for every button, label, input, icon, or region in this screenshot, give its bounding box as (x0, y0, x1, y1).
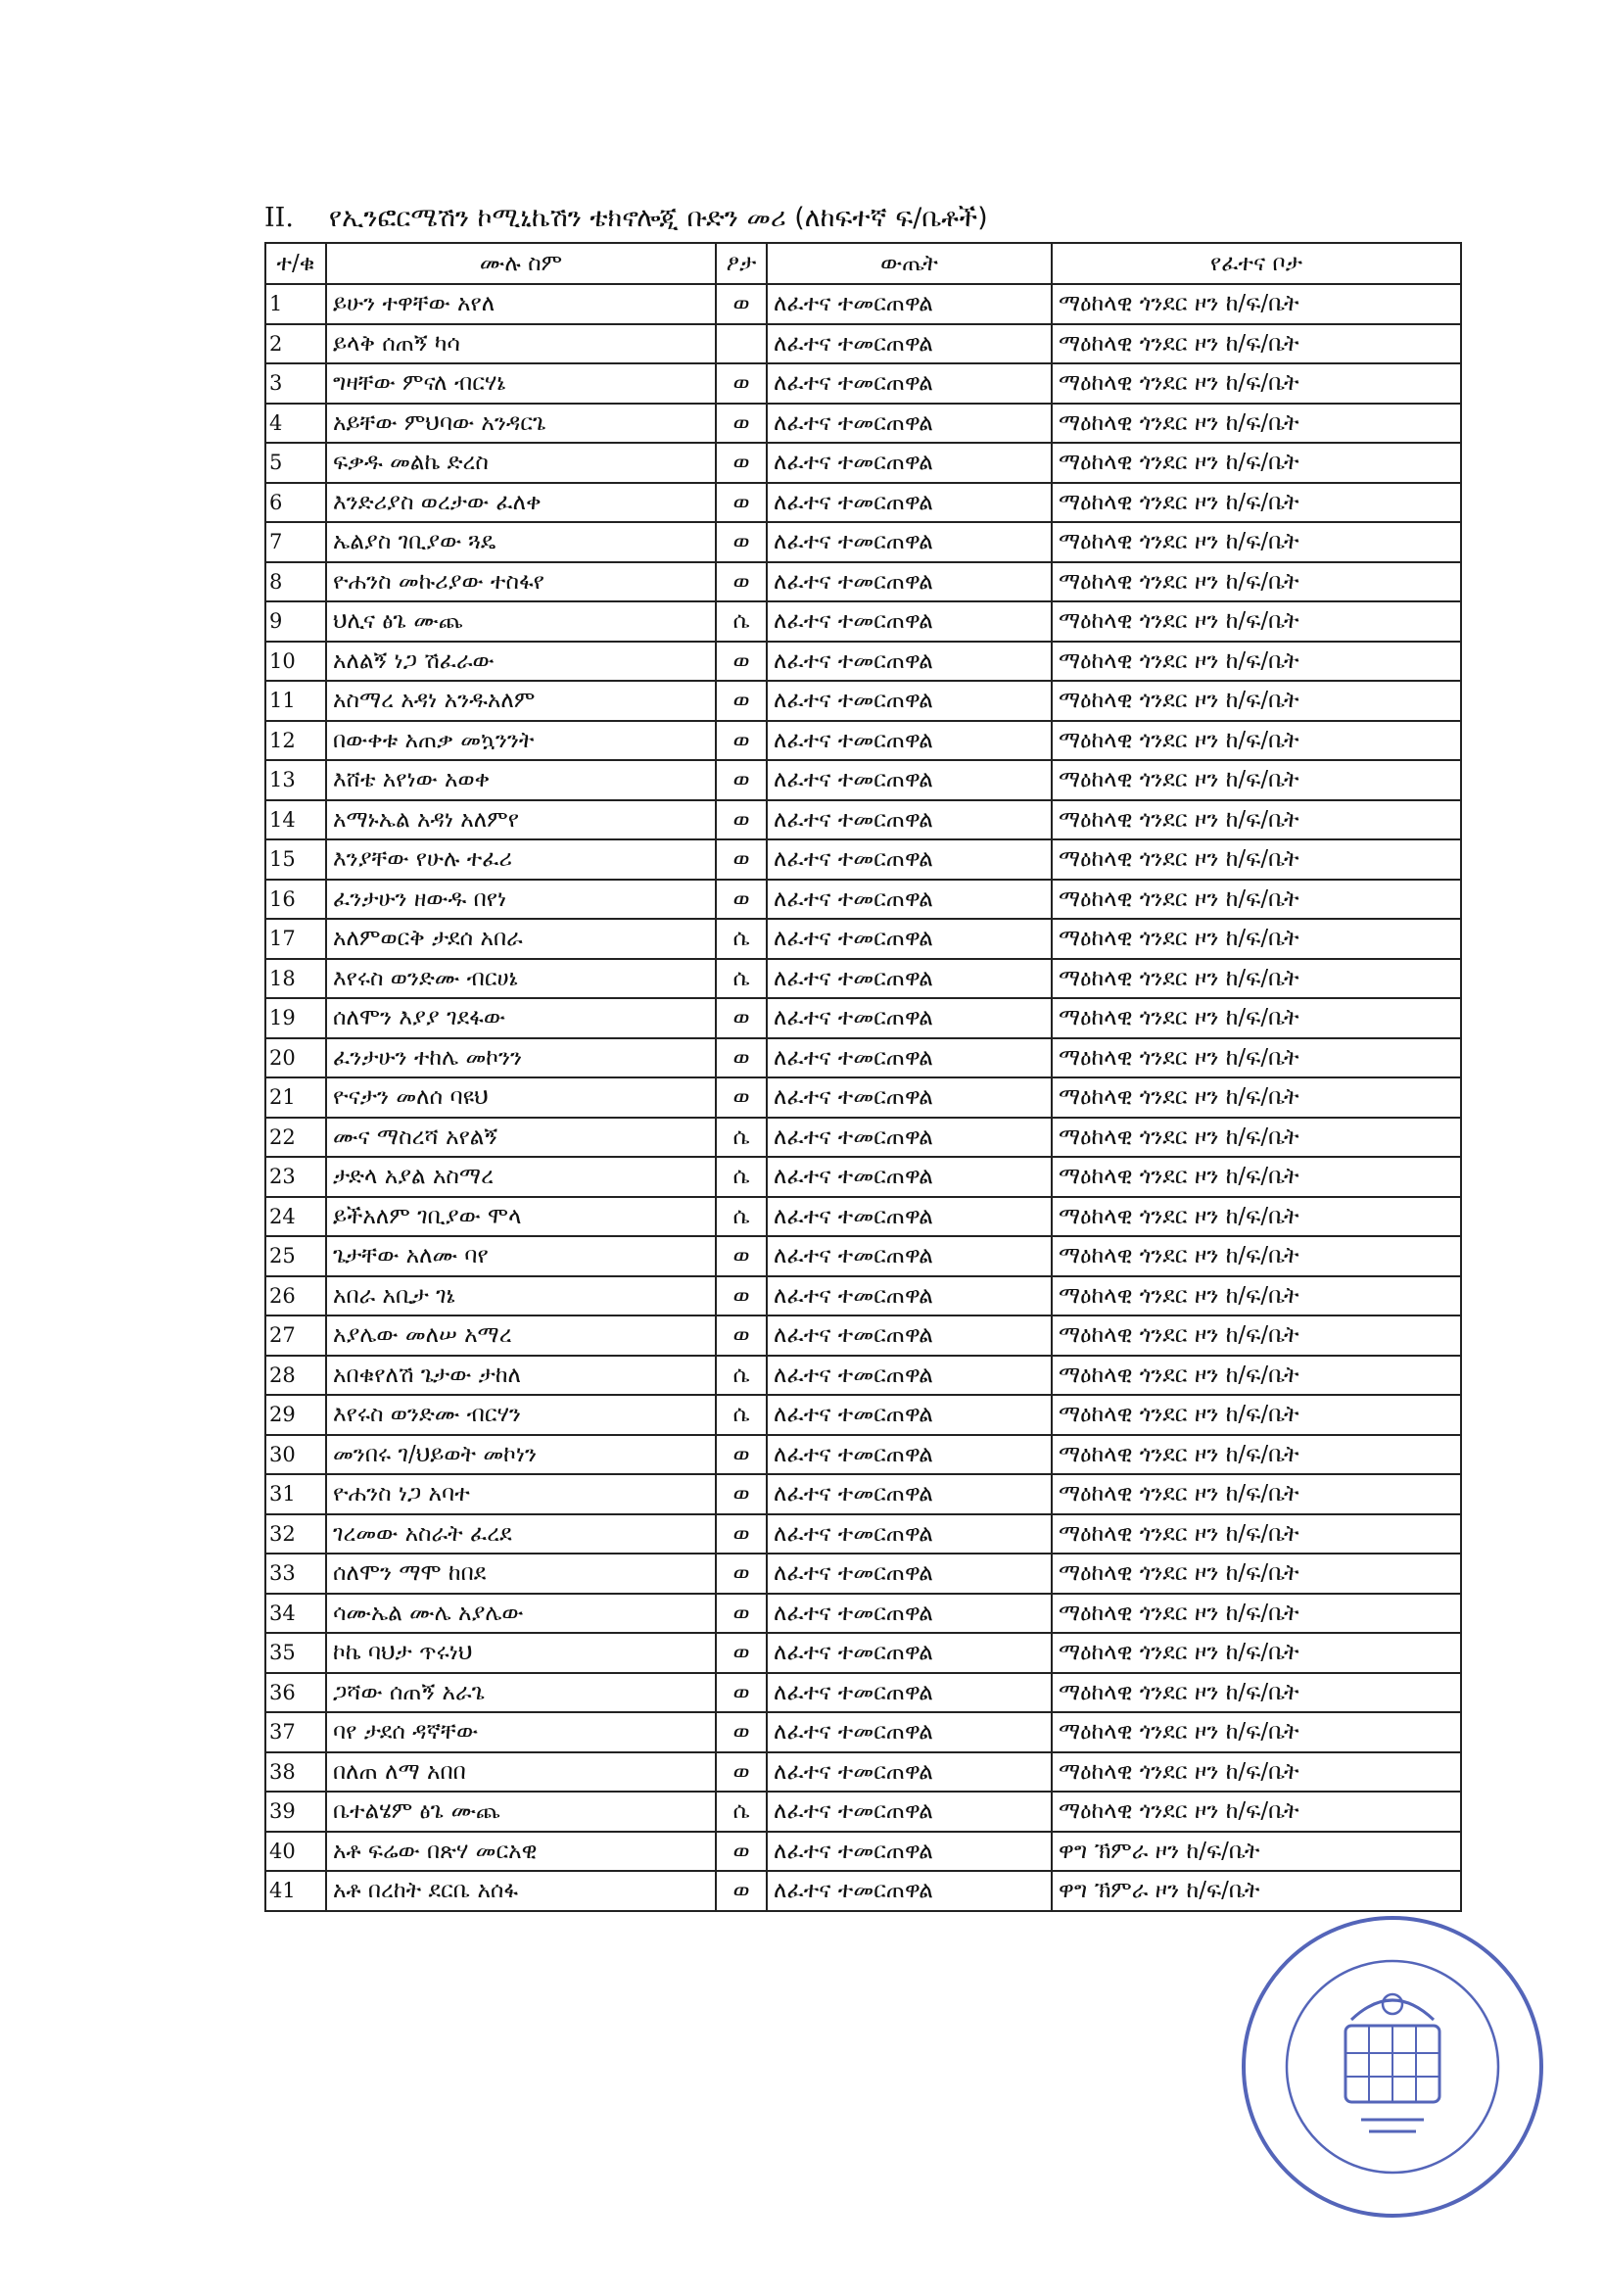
table-row (265, 363, 1461, 404)
row-sex: ወ (716, 1594, 767, 1634)
row-result: ለፈተና ተመርጠዋል (767, 760, 1052, 800)
row-full-name: ኤልያስ ገቢያው ጓዴ (326, 522, 716, 562)
row-result: ለፈተና ተመርጠዋል (767, 1395, 1052, 1435)
table-row (265, 959, 1461, 999)
table-row (265, 760, 1461, 800)
row-full-name: ፈንታሁን ዘውዱ በየነ (326, 880, 716, 920)
section-number: II. (264, 203, 294, 233)
row-exam-place: ማዕከላዊ ጎንደር ዞን ከ/ፍ/ቤት (1052, 1157, 1461, 1197)
row-sex: ወ (716, 1712, 767, 1752)
row-number: 12 (265, 721, 326, 761)
table-row (265, 1395, 1461, 1435)
table-row (265, 522, 1461, 562)
row-exam-place: ማዕከላዊ ጎንደር ዞን ከ/ፍ/ቤት (1052, 1356, 1461, 1396)
table-row (265, 284, 1461, 324)
header-exam-place: የፈተና ቦታ (1052, 243, 1461, 284)
row-exam-place: ማዕከላዊ ጎንደር ዞን ከ/ፍ/ቤት (1052, 1792, 1461, 1832)
row-number: 17 (265, 919, 326, 959)
row-exam-place: ማዕከላዊ ጎንደር ዞን ከ/ፍ/ቤት (1052, 1633, 1461, 1673)
table-row (265, 1554, 1461, 1594)
row-full-name: አስማረ አዳነ አንዱአለም (326, 681, 716, 721)
row-full-name: ዮናታን መለሰ ባዩህ (326, 1077, 716, 1118)
row-full-name: አማኑኤል አዳነ አለምየ (326, 800, 716, 840)
table-row (265, 681, 1461, 721)
row-number: 21 (265, 1077, 326, 1118)
row-result: ለፈተና ተመርጠዋል (767, 959, 1052, 999)
row-sex: ሴ (716, 919, 767, 959)
table-row (265, 1356, 1461, 1396)
table-row (265, 1633, 1461, 1673)
table-row (265, 1315, 1461, 1356)
table-row (265, 1038, 1461, 1078)
row-full-name: ህሊና ፅጌ ሙጨ (326, 601, 716, 642)
row-exam-place: ማዕከላዊ ጎንደር ዞን ከ/ፍ/ቤት (1052, 1514, 1461, 1555)
row-exam-place: ማዕከላዊ ጎንደር ዞን ከ/ፍ/ቤት (1052, 800, 1461, 840)
header-result: ውጤት (767, 243, 1052, 284)
row-number: 2 (265, 324, 326, 364)
row-exam-place: ማዕከላዊ ጎንደር ዞን ከ/ፍ/ቤት (1052, 404, 1461, 444)
row-result: ለፈተና ተመርጠዋል (767, 284, 1052, 324)
row-sex: ሴ (716, 1792, 767, 1832)
row-exam-place: ማዕከላዊ ጎንደር ዞን ከ/ፍ/ቤት (1052, 760, 1461, 800)
row-number: 40 (265, 1832, 326, 1872)
row-sex: ሴ (716, 1118, 767, 1158)
row-exam-place: ማዕከላዊ ጎንደር ዞን ከ/ፍ/ቤት (1052, 880, 1461, 920)
row-result: ለፈተና ተመርጠዋል (767, 1594, 1052, 1634)
row-number: 19 (265, 998, 326, 1038)
row-full-name: በውቀቱ አጠቃ መኳንንት (326, 721, 716, 761)
row-number: 32 (265, 1514, 326, 1555)
row-result: ለፈተና ተመርጠዋል (767, 1077, 1052, 1118)
row-result: ለፈተና ተመርጠዋል (767, 1514, 1052, 1555)
row-full-name: እየሩስ ወንድሙ ብርሃን (326, 1395, 716, 1435)
row-sex: ወ (716, 839, 767, 880)
row-number: 13 (265, 760, 326, 800)
table-row (265, 1236, 1461, 1276)
row-number: 9 (265, 601, 326, 642)
row-result: ለፈተና ተመርጠዋል (767, 880, 1052, 920)
row-result: ለፈተና ተመርጠዋል (767, 998, 1052, 1038)
row-full-name: አያሌው መለሠ አማረ (326, 1315, 716, 1356)
row-result: ለፈተና ተመርጠዋል (767, 721, 1052, 761)
row-exam-place: ማዕከላዊ ጎንደር ዞን ከ/ፍ/ቤት (1052, 1435, 1461, 1475)
row-sex: ወ (716, 1752, 767, 1793)
row-number: 31 (265, 1474, 326, 1514)
row-exam-place: ማዕከላዊ ጎንደር ዞን ከ/ፍ/ቤት (1052, 1077, 1461, 1118)
table-row (265, 1712, 1461, 1752)
row-number: 27 (265, 1315, 326, 1356)
row-sex: ወ (716, 681, 767, 721)
row-sex: ወ (716, 1077, 767, 1118)
row-exam-place: ማዕከላዊ ጎንደር ዞን ከ/ፍ/ቤት (1052, 642, 1461, 682)
row-full-name: ሳሙኤል ሙሌ አያሌው (326, 1594, 716, 1634)
row-sex: ሴ (716, 601, 767, 642)
row-sex: ወ (716, 443, 767, 483)
row-full-name: ዮሐንስ መኩሪያው ተስፋየ (326, 562, 716, 602)
row-number: 14 (265, 800, 326, 840)
row-number: 36 (265, 1673, 326, 1713)
table-row (265, 1157, 1461, 1197)
row-number: 24 (265, 1197, 326, 1237)
row-sex: ሴ (716, 1395, 767, 1435)
row-full-name: ይሁን ተዋቸው አየለ (326, 284, 716, 324)
table-row (265, 1435, 1461, 1475)
row-exam-place: ማዕከላዊ ጎንደር ዞን ከ/ፍ/ቤት (1052, 1276, 1461, 1316)
row-sex: ወ (716, 483, 767, 523)
table-body (265, 284, 1461, 1911)
row-exam-place: ማዕከላዊ ጎንደር ዞን ከ/ፍ/ቤት (1052, 1395, 1461, 1435)
table-row (265, 642, 1461, 682)
row-exam-place: ማዕከላዊ ጎንደር ዞን ከ/ፍ/ቤት (1052, 522, 1461, 562)
row-exam-place: ዋግ ኽምራ ዞን ከ/ፍ/ቤት (1052, 1832, 1461, 1872)
row-full-name: በለጠ ለማ አበበ (326, 1752, 716, 1793)
table-row (265, 880, 1461, 920)
row-exam-place: ማዕከላዊ ጎንደር ዞን ከ/ፍ/ቤት (1052, 1474, 1461, 1514)
row-result: ለፈተና ተመርጠዋል (767, 919, 1052, 959)
row-sex: ወ (716, 284, 767, 324)
row-full-name: እንያቸው የሁሉ ተፈሪ (326, 839, 716, 880)
row-sex: ወ (716, 800, 767, 840)
row-sex: ወ (716, 721, 767, 761)
row-sex: ሴ (716, 1356, 767, 1396)
row-result: ለፈተና ተመርጠዋል (767, 1435, 1052, 1475)
row-full-name: ገረመው አስራት ፈረደ (326, 1514, 716, 1555)
row-number: 22 (265, 1118, 326, 1158)
row-full-name: አለምወርቅ ታደሰ አበራ (326, 919, 716, 959)
row-sex: ወ (716, 1276, 767, 1316)
row-number: 6 (265, 483, 326, 523)
row-full-name: እሸቴ አየነው አወቀ (326, 760, 716, 800)
row-number: 37 (265, 1712, 326, 1752)
row-exam-place: ማዕከላዊ ጎንደር ዞን ከ/ፍ/ቤት (1052, 324, 1461, 364)
row-number: 3 (265, 363, 326, 404)
row-sex: ወ (716, 1554, 767, 1594)
table-row (265, 1077, 1461, 1118)
row-full-name: አበቁየለሽ ጌታው ታከለ (326, 1356, 716, 1396)
row-result: ለፈተና ተመርጠዋል (767, 1474, 1052, 1514)
row-result: ለፈተና ተመርጠዋል (767, 1752, 1052, 1793)
row-result: ለፈተና ተመርጠዋል (767, 1118, 1052, 1158)
row-full-name: እየሩስ ወንድሙ ብርሀኔ (326, 959, 716, 999)
table-row (265, 998, 1461, 1038)
row-sex: ወ (716, 880, 767, 920)
row-sex: ወ (716, 1435, 767, 1475)
row-number: 4 (265, 404, 326, 444)
row-result: ለፈተና ተመርጠዋል (767, 1315, 1052, 1356)
row-number: 23 (265, 1157, 326, 1197)
table-row (265, 1792, 1461, 1832)
row-sex: ወ (716, 1633, 767, 1673)
table-row (265, 800, 1461, 840)
row-exam-place: ማዕከላዊ ጎንደር ዞን ከ/ፍ/ቤት (1052, 284, 1461, 324)
row-number: 18 (265, 959, 326, 999)
row-full-name: ይችአለም ገቢያው ሞላ (326, 1197, 716, 1237)
row-number: 33 (265, 1554, 326, 1594)
court-seal-stamp (1236, 1910, 1549, 2224)
table-row (265, 1871, 1461, 1911)
row-full-name: ጋሻው ሰጠኝ አራጌ (326, 1673, 716, 1713)
row-sex: ወ (716, 404, 767, 444)
row-result: ለፈተና ተመርጠዋል (767, 1673, 1052, 1713)
table-row (265, 1118, 1461, 1158)
row-sex: ወ (716, 1673, 767, 1713)
row-exam-place: ማዕከላዊ ጎንደር ዞን ከ/ፍ/ቤት (1052, 959, 1461, 999)
table-row (265, 562, 1461, 602)
row-sex: ወ (716, 1832, 767, 1872)
row-number: 1 (265, 284, 326, 324)
row-result: ለፈተና ተመርጠዋል (767, 839, 1052, 880)
row-full-name: ግዛቸው ምናለ ብርሃኔ (326, 363, 716, 404)
table-row (265, 443, 1461, 483)
table-row (265, 1514, 1461, 1555)
row-result: ለፈተና ተመርጠዋል (767, 1633, 1052, 1673)
table-row (265, 721, 1461, 761)
row-result: ለፈተና ተመርጠዋል (767, 522, 1052, 562)
row-sex: ወ (716, 1474, 767, 1514)
row-number: 28 (265, 1356, 326, 1396)
row-sex: ወ (716, 760, 767, 800)
table-row (265, 839, 1461, 880)
table-row (265, 483, 1461, 523)
table-row (265, 1832, 1461, 1872)
row-number: 16 (265, 880, 326, 920)
row-sex: ሴ (716, 1197, 767, 1237)
row-result: ለፈተና ተመርጠዋል (767, 483, 1052, 523)
row-full-name: ኮኬ ባህታ ጥሩነህ (326, 1633, 716, 1673)
row-full-name: አይቸው ምህባው አንዳርጌ (326, 404, 716, 444)
row-number: 11 (265, 681, 326, 721)
row-number: 25 (265, 1236, 326, 1276)
row-full-name: ሙና ማስረሻ አየልኝ (326, 1118, 716, 1158)
row-exam-place: ማዕከላዊ ጎንደር ዞን ከ/ፍ/ቤት (1052, 1752, 1461, 1793)
row-number: 8 (265, 562, 326, 602)
table-row (265, 601, 1461, 642)
row-exam-place: ዋግ ኽምራ ዞን ከ/ፍ/ቤት (1052, 1871, 1461, 1911)
row-sex: ወ (716, 1315, 767, 1356)
row-result: ለፈተና ተመርጠዋል (767, 1038, 1052, 1078)
row-sex: ወ (716, 642, 767, 682)
table-row (265, 324, 1461, 364)
row-sex: ወ (716, 1038, 767, 1078)
header-number: ተ/ቁ (265, 243, 326, 284)
row-result: ለፈተና ተመርጠዋል (767, 1236, 1052, 1276)
row-exam-place: ማዕከላዊ ጎንደር ዞን ከ/ፍ/ቤት (1052, 601, 1461, 642)
row-full-name: ሰለሞን እያያ ገደፋው (326, 998, 716, 1038)
row-sex: ወ (716, 522, 767, 562)
row-exam-place: ማዕከላዊ ጎንደር ዞን ከ/ፍ/ቤት (1052, 1594, 1461, 1634)
row-number: 26 (265, 1276, 326, 1316)
row-result: ለፈተና ተመርጠዋል (767, 642, 1052, 682)
row-exam-place: ማዕከላዊ ጎንደር ዞን ከ/ፍ/ቤት (1052, 1118, 1461, 1158)
row-result: ለፈተና ተመርጠዋል (767, 324, 1052, 364)
row-full-name: መንበሩ ገ/ህይወት መኮነን (326, 1435, 716, 1475)
row-sex: ወ (716, 1236, 767, 1276)
row-result: ለፈተና ተመርጠዋል (767, 601, 1052, 642)
row-number: 34 (265, 1594, 326, 1634)
table-row (265, 1673, 1461, 1713)
row-number: 29 (265, 1395, 326, 1435)
row-result: ለፈተና ተመርጠዋል (767, 1157, 1052, 1197)
row-result: ለፈተና ተመርጠዋል (767, 1832, 1052, 1872)
row-result: ለፈተና ተመርጠዋል (767, 681, 1052, 721)
row-exam-place: ማዕከላዊ ጎንደር ዞን ከ/ፍ/ቤት (1052, 998, 1461, 1038)
row-number: 10 (265, 642, 326, 682)
row-exam-place: ማዕከላዊ ጎንደር ዞን ከ/ፍ/ቤት (1052, 839, 1461, 880)
row-result: ለፈተና ተመርጠዋል (767, 1356, 1052, 1396)
table-row (265, 919, 1461, 959)
row-exam-place: ማዕከላዊ ጎንደር ዞን ከ/ፍ/ቤት (1052, 1315, 1461, 1356)
row-exam-place: ማዕከላዊ ጎንደር ዞን ከ/ፍ/ቤት (1052, 363, 1461, 404)
row-exam-place: ማዕከላዊ ጎንደር ዞን ከ/ፍ/ቤት (1052, 1236, 1461, 1276)
row-result: ለፈተና ተመርጠዋል (767, 1554, 1052, 1594)
row-number: 30 (265, 1435, 326, 1475)
row-full-name: አለልኝ ነጋ ሽፈራው (326, 642, 716, 682)
row-exam-place: ማዕከላዊ ጎንደር ዞን ከ/ፍ/ቤት (1052, 1673, 1461, 1713)
row-exam-place: ማዕከላዊ ጎንደር ዞን ከ/ፍ/ቤት (1052, 443, 1461, 483)
row-number: 7 (265, 522, 326, 562)
row-number: 35 (265, 1633, 326, 1673)
row-exam-place: ማዕከላዊ ጎንደር ዞን ከ/ፍ/ቤት (1052, 1197, 1461, 1237)
row-full-name: አቶ ፍሬው በጽሃ መርአዊ (326, 1832, 716, 1872)
table-row (265, 1752, 1461, 1793)
row-sex: ሴ (716, 1157, 767, 1197)
section-title: የኢንፎርሜሽን ኮሚኒኬሽን ቴክኖሎጂ ቡድን መሪ (ለከፍተኛ ፍ/ቤቶች) (328, 203, 988, 233)
row-number: 5 (265, 443, 326, 483)
row-exam-place: ማዕከላዊ ጎንደር ዞን ከ/ፍ/ቤት (1052, 1038, 1461, 1078)
row-number: 41 (265, 1871, 326, 1911)
row-result: ለፈተና ተመርጠዋል (767, 1712, 1052, 1752)
row-number: 38 (265, 1752, 326, 1793)
row-sex: ወ (716, 562, 767, 602)
row-result: ለፈተና ተመርጠዋል (767, 1197, 1052, 1237)
table-header-row (265, 243, 1461, 284)
table-row (265, 1474, 1461, 1514)
row-full-name: ጌታቸው አለሙ ባየ (326, 1236, 716, 1276)
row-full-name: ዮሐንስ ነጋ አባተ (326, 1474, 716, 1514)
row-full-name: አቶ በረከት ደርቤ አሰፋ (326, 1871, 716, 1911)
row-result: ለፈተና ተመርጠዋል (767, 1792, 1052, 1832)
row-sex (716, 324, 767, 364)
row-full-name: ፍቃዱ መልኬ ድረስ (326, 443, 716, 483)
row-number: 15 (265, 839, 326, 880)
row-number: 20 (265, 1038, 326, 1078)
row-sex: ወ (716, 1871, 767, 1911)
row-full-name: ቤተልሄም ፅጌ ሙጨ (326, 1792, 716, 1832)
row-result: ለፈተና ተመርጠዋል (767, 562, 1052, 602)
row-exam-place: ማዕከላዊ ጎንደር ዞን ከ/ፍ/ቤት (1052, 721, 1461, 761)
table-row (265, 404, 1461, 444)
row-full-name: ሰለሞን ማሞ ከበደ (326, 1554, 716, 1594)
row-exam-place: ማዕከላዊ ጎንደር ዞን ከ/ፍ/ቤት (1052, 919, 1461, 959)
row-exam-place: ማዕከላዊ ጎንደር ዞን ከ/ፍ/ቤት (1052, 562, 1461, 602)
row-result: ለፈተና ተመርጠዋል (767, 363, 1052, 404)
results-table (264, 242, 1462, 1912)
row-result: ለፈተና ተመርጠዋል (767, 404, 1052, 444)
row-exam-place: ማዕከላዊ ጎንደር ዞን ከ/ፍ/ቤት (1052, 681, 1461, 721)
row-result: ለፈተና ተመርጠዋል (767, 1276, 1052, 1316)
row-result: ለፈተና ተመርጠዋል (767, 1871, 1052, 1911)
table-row (265, 1594, 1461, 1634)
table-row (265, 1197, 1461, 1237)
row-full-name: ባየ ታደሰ ዳኛቸው (326, 1712, 716, 1752)
row-full-name: ፈንታሁን ተከሌ መኮንን (326, 1038, 716, 1078)
row-full-name: ታድላ አያል አስማረ (326, 1157, 716, 1197)
table-row (265, 1276, 1461, 1316)
row-sex: ሴ (716, 959, 767, 999)
header-sex: ፆታ (716, 243, 767, 284)
row-exam-place: ማዕከላዊ ጎንደር ዞን ከ/ፍ/ቤት (1052, 483, 1461, 523)
row-result: ለፈተና ተመርጠዋል (767, 800, 1052, 840)
section-heading (264, 201, 1342, 236)
row-exam-place: ማዕከላዊ ጎንደር ዞን ከ/ፍ/ቤት (1052, 1554, 1461, 1594)
row-result: ለፈተና ተመርጠዋል (767, 443, 1052, 483)
row-sex: ወ (716, 1514, 767, 1555)
row-number: 39 (265, 1792, 326, 1832)
row-sex: ወ (716, 998, 767, 1038)
header-full-name: ሙሉ ስም (326, 243, 716, 284)
row-full-name: አበራ አቢታ ገኔ (326, 1276, 716, 1316)
row-full-name: ይላቅ ሰጠኝ ካሳ (326, 324, 716, 364)
row-exam-place: ማዕከላዊ ጎንደር ዞን ከ/ፍ/ቤት (1052, 1712, 1461, 1752)
row-sex: ወ (716, 363, 767, 404)
row-full-name: እንድሪያስ ወረታው ፈለቀ (326, 483, 716, 523)
